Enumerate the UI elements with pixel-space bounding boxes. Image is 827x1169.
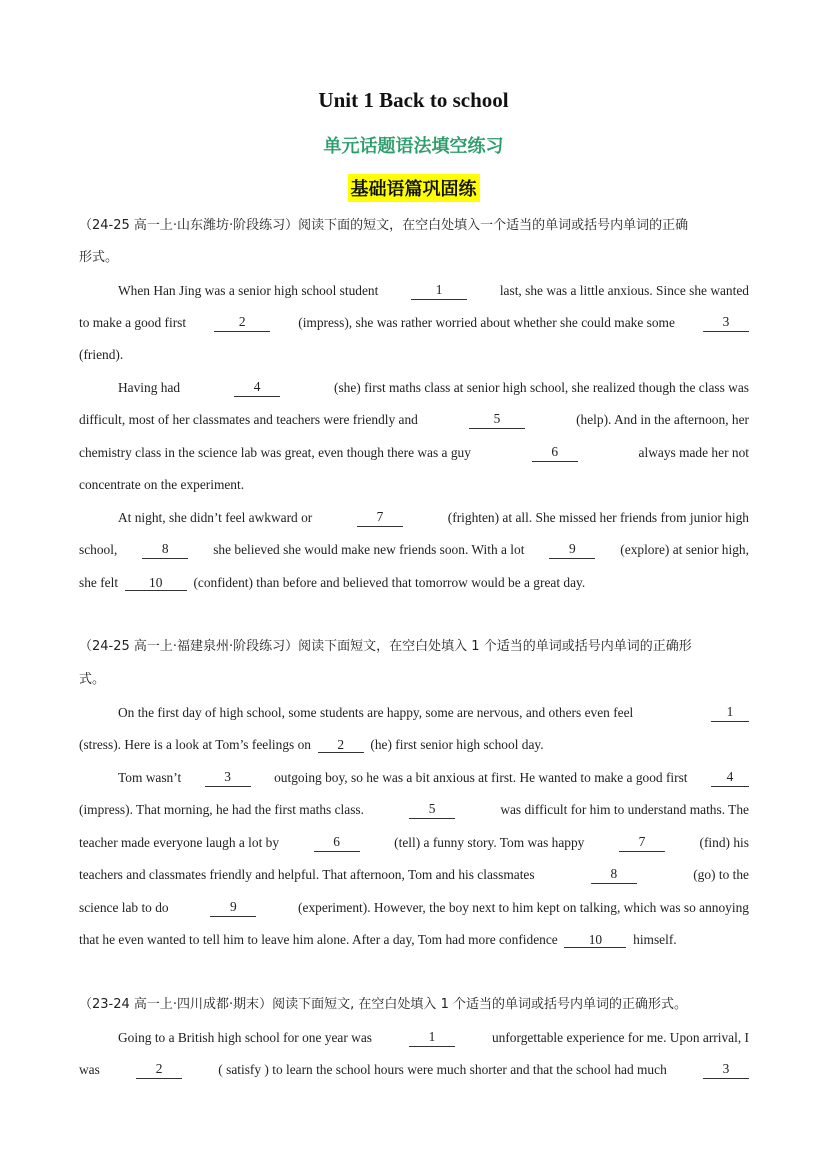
blank-1[interactable]: 1 [411,282,467,300]
p1-line: difficult, most of her classmates and teachers were friendly and 5 (help). And in the afternoon, her [79,411,749,427]
p2-line: Tom wasn’t 3 outgoing boy, so he was a bit anxious at first. He wanted to make a good first 4 [118,769,749,787]
blank-7[interactable]: 7 [619,834,665,852]
p1-line: school, 8 she believed she would make new friends soon. With a lot 9 (explore) at senior high, [79,541,749,557]
blank-9[interactable]: 9 [549,541,595,559]
p1-line: chemistry class in the science lab was great, even though there was a guy 6 always made her not [79,444,749,460]
blank-1[interactable]: 1 [711,704,749,722]
p1-line: Having had 4 (she) first maths class at senior high school, she realized though the class was [118,379,749,395]
p1-line: When Han Jing was a senior high school student 1 last, she was a little anxious. Since she wanted [118,282,749,298]
p2-instruction: （24-25 高一上·福建泉州·阶段练习）阅读下面短文，在空白处填入 1 个适当的单词或括号内单词的正确形 [79,639,692,654]
blank-7[interactable]: 7 [357,509,403,527]
blank-6[interactable]: 6 [314,834,360,852]
blank-5[interactable]: 5 [409,801,455,819]
blank-3[interactable]: 3 [703,314,749,332]
blank-3[interactable]: 3 [703,1061,749,1079]
blank-8[interactable]: 8 [591,866,637,884]
p2-line: teacher made everyone laugh a lot by 6 (tell) a funny story. Tom was happy 7 (find) his [79,834,749,850]
section-heading: 基础语篇巩固练 [0,174,827,202]
blank-4[interactable]: 4 [234,379,280,397]
p1-instruction: （24-25 高一上·山东潍坊·阶段练习）阅读下面的短文，在空白处填入一个适当的单词或括号内单词的正确 [79,218,689,233]
p1-line: At night, she didn’t feel awkward or 7 (frighten) at all. She missed her friends from junior high [118,509,749,525]
blank-5[interactable]: 5 [469,411,525,429]
p2-line: teachers and classmates friendly and helpful. That afternoon, Tom and his classmates 8 (go) to the [79,866,749,882]
blank-2[interactable]: 2 [214,314,270,332]
blank-1[interactable]: 1 [409,1029,455,1047]
p3-line: Going to a British high school for one year was 1 unforgettable experience for me. Upon arrival, I [118,1029,749,1045]
p3-line: was 2 ( satisfy ) to learn the school hours were much shorter and that the school had much 3 [79,1061,749,1079]
page-title: Unit 1 Back to school [318,88,509,112]
blank-2[interactable]: 2 [318,737,364,753]
p2-line: science lab to do 9 (experiment). However, the boy next to him kept on talking, which was so annoying [79,899,749,915]
page-subtitle: 单元话题语法填空练习 [323,136,504,157]
blank-9[interactable]: 9 [210,899,256,917]
blank-10[interactable]: 10 [125,575,187,591]
p1-instruction-cont: 形式。 [79,250,119,265]
blank-6[interactable]: 6 [532,444,578,462]
blank-8[interactable]: 8 [142,541,188,559]
p1-line: she felt 10 (confident) than before and believed that tomorrow would be a great day. [79,575,586,590]
p2-instruction-cont: 式。 [79,672,106,687]
blank-2[interactable]: 2 [136,1061,182,1079]
p2-line: On the first day of high school, some students are happy, some are nervous, and others even feel 1 [118,704,749,722]
p1-line: concentrate on the experiment. [79,477,245,492]
blank-3[interactable]: 3 [205,769,251,787]
p2-line: (stress). Here is a look at Tom’s feelings on 2 (he) first senior high school day. [79,737,544,752]
p2-line: that he even wanted to tell him to leave him alone. After a day, Tom had more confidence 10 himself. [79,932,677,947]
blank-10[interactable]: 10 [564,932,626,948]
p2-line: (impress). That morning, he had the first maths class. 5 was difficult for him to understand maths. The [79,801,749,817]
p3-instruction: （23-24 高一上·四川成都·期末）阅读下面短文, 在空白处填入 1 个适当的单词或括号内单词的正确形式。 [79,997,687,1012]
p1-line: to make a good first 2 (impress), she was rather worried about whether she could make some 3 [79,314,749,332]
blank-4[interactable]: 4 [711,769,749,787]
p1-line: (friend). [79,347,124,362]
